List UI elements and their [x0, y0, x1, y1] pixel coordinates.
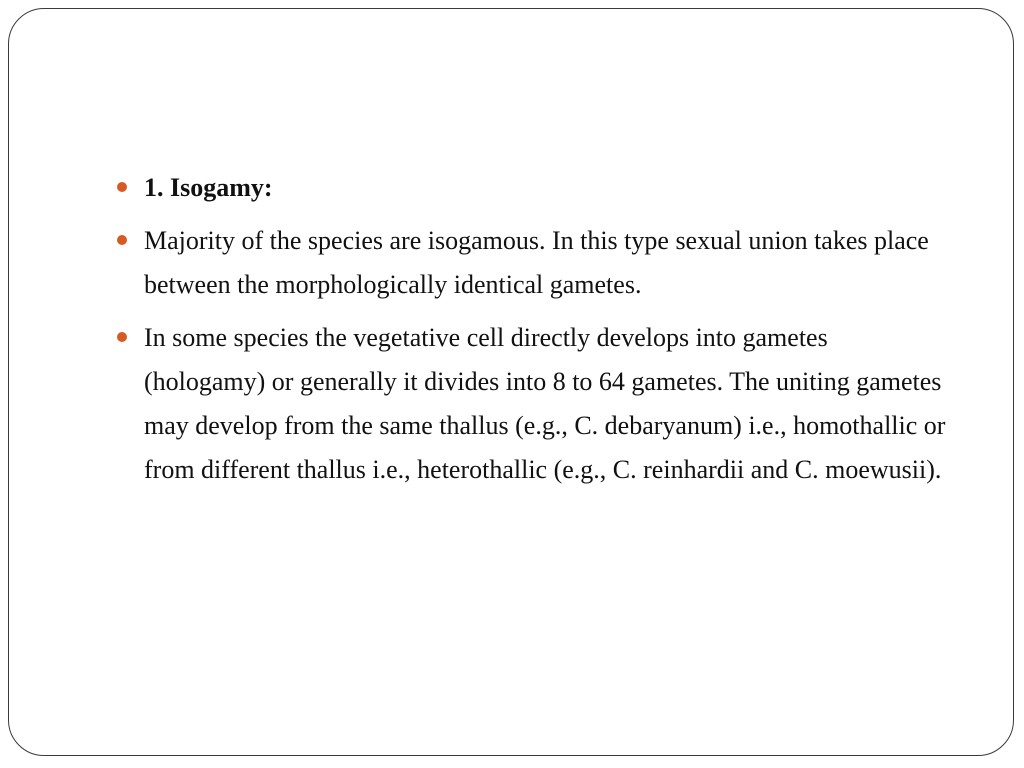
bullet-item-heading	[112, 166, 952, 210]
bullet-dot-icon	[117, 235, 127, 245]
bullet-gametes-text: In some species the vegetative cell directly develops into gametes (hologamy) or generally it divides into 8 to 64 gametes. The uniting gametes may develop from the same thallus (e.g., C. debaryanum) i.e., homothallic or from different thallus i.e., heterothallic (e.g., C. reinhardii and C. moewusii).	[144, 323, 946, 484]
bullet-isogamous-text: Majority of the species are isogamous. In this type sexual union takes place between the morphologically identical gametes.	[144, 226, 929, 299]
bullet-item-gametes	[112, 316, 952, 492]
bullet-heading-text: 1. Isogamy:	[144, 173, 273, 202]
bullet-list	[112, 166, 952, 492]
bullet-dot-icon	[117, 182, 127, 192]
bullet-dot-icon	[117, 332, 127, 342]
bullet-item-isogamous	[112, 219, 952, 307]
slide-content	[112, 166, 952, 501]
